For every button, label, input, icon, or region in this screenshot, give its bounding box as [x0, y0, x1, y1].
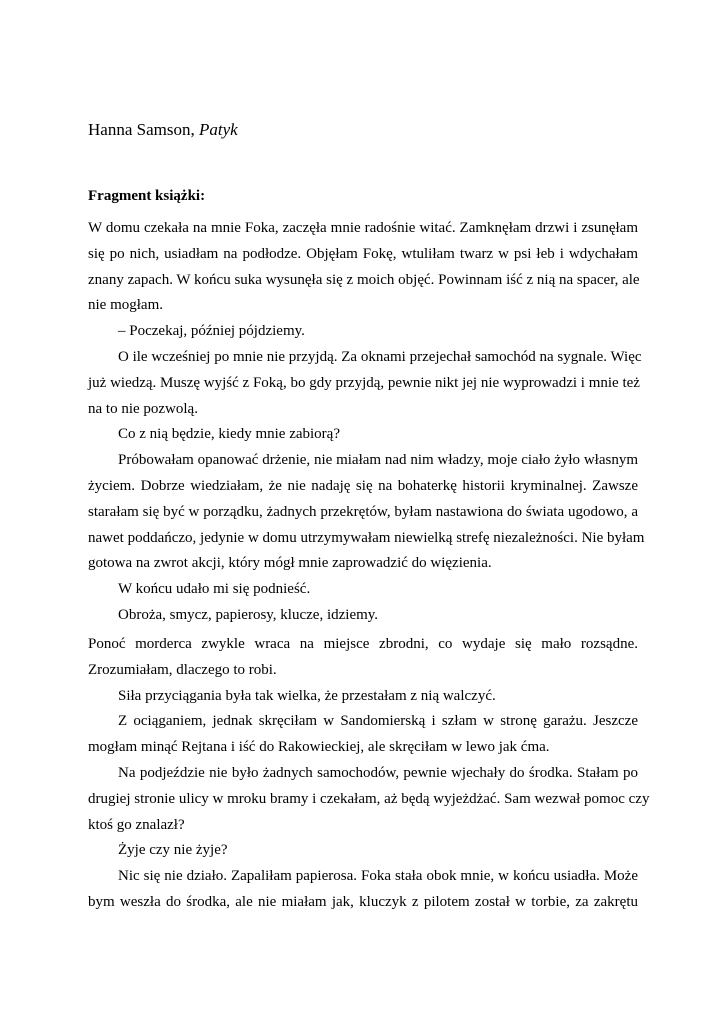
- paragraph: [88, 345, 642, 422]
- text-line: Nic się nie działo. Zapaliłam papierosa. Foka stała obok mnie, w końcu usiadła. Może: [118, 868, 638, 885]
- text-line: O ile wcześniej po mnie nie przyjdą. Za oknami przejechał samochód na sygnale. Więc: [118, 348, 642, 365]
- paragraph: [88, 603, 638, 629]
- section-label: Fragment książki:: [88, 188, 206, 204]
- text-line: bym weszła do środka, ale nie miałam jak, kluczyk z pilotem został w torbie, za zakrętu: [88, 893, 638, 910]
- book-title: Patyk: [198, 120, 238, 139]
- text-line: życiem. Dobrze wiedziałam, że nie nadaję się na bohaterkę historii kryminalnej. Zawsze: [88, 477, 638, 494]
- text-line: na to nie pozwolą.: [88, 400, 198, 417]
- text-line: już wiedzą. Muszę wyjść z Foką, bo gdy przyjdą, pewnie nikt jej nie wyprowadzi i mnie też: [88, 374, 640, 391]
- paragraph: [88, 632, 638, 684]
- text-line: Obroża, smycz, papierosy, klucze, idziemy.: [118, 606, 379, 623]
- paragraph: [88, 577, 638, 603]
- text-line: znany zapach. W końcu suka wysunęła się z moich objęć. Powinnam iść z nią na spacer, ale: [88, 271, 640, 288]
- text-line: się po nich, usiadłam na podłodze. Objęłam Fokę, wtuliłam twarz w psi łeb i wdychałam: [88, 245, 638, 262]
- text-line: nie mogłam.: [88, 297, 163, 314]
- document-header: [88, 119, 238, 141]
- text-line: Siła przyciągania była tak wielka, że przestałam z nią walczyć.: [118, 687, 496, 704]
- paragraph: [88, 684, 638, 710]
- text-line: Żyje czy nie żyje?: [118, 842, 228, 859]
- text-line: gotowa na zwrot akcji, który mógł mnie zaprowadzić do więzienia.: [88, 555, 492, 572]
- author-name: Hanna Samson,: [88, 120, 195, 139]
- paragraph: [88, 422, 638, 448]
- text-block-2: [88, 632, 650, 916]
- text-line: – Poczekaj, później pójdziemy.: [118, 323, 305, 340]
- paragraph: [88, 709, 638, 761]
- text-line: starałam się być w porządku, żadnych przekrętów, byłam nastawiona do świata ugodowo, a: [88, 503, 638, 520]
- text-line: Próbowałam opanować drżenie, nie miałam nad nim władzy, moje ciało żyło własnym: [118, 452, 638, 469]
- paragraph: [88, 216, 638, 319]
- paragraph: [88, 319, 638, 345]
- text-line: Ponoć morderca zwykle wraca na miejsce zbrodni, co wydaje się mało rozsądne.: [88, 636, 638, 652]
- text-line: mogłam minąć Rejtana i iść do Rakowieckiej, ale skręciłam w lewo jak ćma.: [88, 739, 550, 756]
- paragraph: [88, 838, 638, 864]
- text-line: Zrozumiałam, dlaczego to robi.: [88, 661, 277, 678]
- text-line: ktoś go znalazł?: [88, 816, 185, 833]
- text-line: Na podjeździe nie było żadnych samochodów, pewnie wjechały do środka. Stałam po: [118, 764, 638, 781]
- text-line: Co z nią będzie, kiedy mnie zabiorą?: [118, 426, 340, 443]
- paragraph: [88, 864, 638, 916]
- text-block-1: [88, 216, 645, 629]
- text-line: W domu czekała na mnie Foka, zaczęła mnie radośnie witać. Zamknęłam drzwi i zsunęłam: [88, 220, 638, 236]
- paragraph: [88, 448, 645, 577]
- text-line: Z ociąganiem, jednak skręciłam w Sandomierską i szłam w stronę garażu. Jeszcze: [118, 713, 638, 730]
- text-line: W końcu udało mi się podnieść.: [118, 581, 311, 598]
- text-line: nawet poddańczo, jedynie w domu utrzymywałam niewielką strefę niezależności. Nie byłam: [88, 529, 645, 546]
- paragraph: [88, 761, 650, 838]
- text-line: drugiej stronie ulicy w mroku bramy i czekałam, aż będą wyjeżdżać. Sam wezwał pomoc czy: [88, 790, 650, 807]
